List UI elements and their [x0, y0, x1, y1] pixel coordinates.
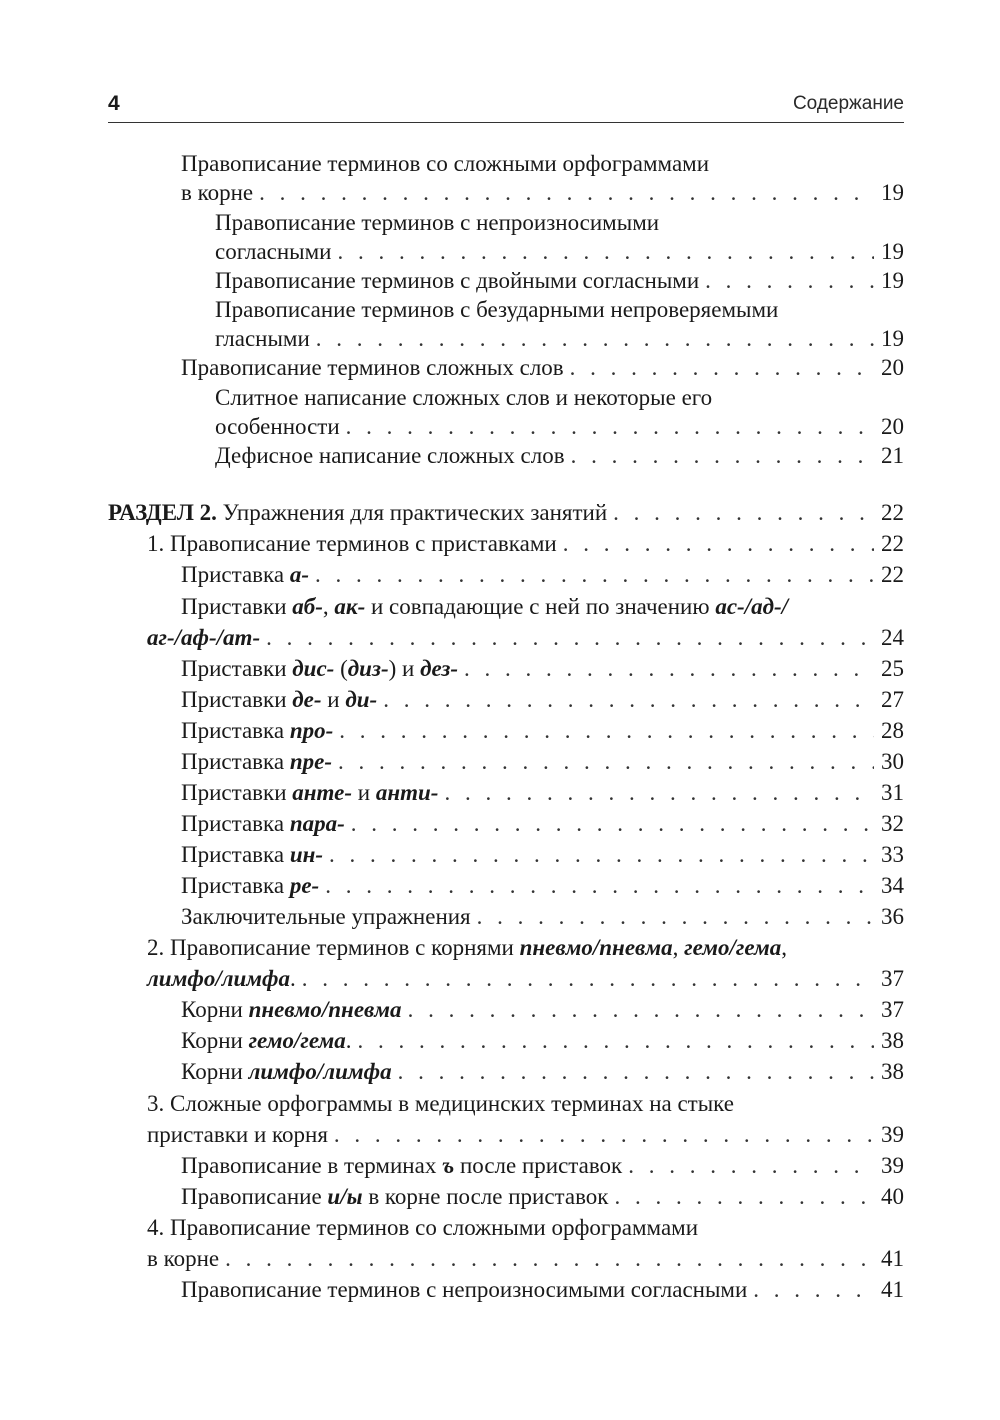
- leader-dots: [614, 1181, 874, 1212]
- term: и/ы: [327, 1184, 363, 1209]
- term: гемо/гема: [684, 935, 782, 960]
- term: пневмо/пневма: [248, 997, 402, 1022]
- toc-entry[interactable]: Заключительные упражнения . . . 36: [181, 901, 904, 932]
- toc-page-number: 37: [881, 997, 904, 1022]
- term: анти-: [375, 780, 439, 805]
- toc-page-number: 32: [881, 811, 904, 836]
- term: аб-: [292, 594, 323, 619]
- leader-dots: [571, 440, 874, 471]
- leader-dots: [444, 777, 874, 808]
- leader-dots: [338, 236, 875, 267]
- leader-dots: [628, 1150, 874, 1181]
- toc-page-number: 19: [881, 268, 904, 293]
- toc-entry[interactable]: Правописание терминов с безударными непроверяемыми: [215, 297, 779, 322]
- toc-page-number: 39: [881, 1122, 904, 1147]
- toc-entry[interactable]: 3. Сложные орфограммы в медицинских терминах на стыке: [147, 1091, 734, 1116]
- toc-page-number: 38: [881, 1059, 904, 1084]
- term: диз-: [347, 656, 389, 681]
- toc-entry[interactable]: Приставки де- и ди- . . . 27: [181, 684, 904, 715]
- toc-page-number: 22: [881, 531, 904, 556]
- toc-entry[interactable]: в корне . . . 19: [181, 177, 904, 208]
- toc-entry[interactable]: Правописание терминов с двойными согласными . . . 19: [215, 265, 904, 296]
- toc-page-number: 20: [881, 355, 904, 380]
- toc-entry[interactable]: Приставка ре- . . . 34: [181, 870, 904, 901]
- toc-entry[interactable]: Правописание терминов сложных слов . . . 20: [181, 352, 904, 383]
- toc-page-number: 36: [881, 904, 904, 929]
- toc-page-number: 28: [881, 718, 904, 743]
- term: пара-: [289, 811, 345, 836]
- leader-dots: [334, 1119, 874, 1150]
- leader-dots: [225, 1243, 874, 1274]
- toc-entry[interactable]: Корни пневмо/пневма . . . 37: [181, 994, 904, 1025]
- toc-page-number: 22: [881, 562, 904, 587]
- term: пре-: [289, 749, 332, 774]
- toc-entry[interactable]: приставки и корня . . . 39: [147, 1119, 904, 1150]
- leader-dots: [351, 808, 874, 839]
- leader-dots: [325, 870, 874, 901]
- toc-entry[interactable]: в корне . . . 41: [147, 1243, 904, 1274]
- term: ре-: [289, 873, 320, 898]
- term: дис-: [292, 656, 335, 681]
- leader-dots: [477, 901, 874, 932]
- leader-dots: [339, 715, 874, 746]
- term: ас-/ад-/: [715, 594, 789, 619]
- page-number: 4: [108, 92, 120, 115]
- toc-entry[interactable]: [147, 622, 904, 653]
- leader-dots: [315, 559, 874, 590]
- toc-entry[interactable]: Приставка пара- . . . 32: [181, 808, 904, 839]
- term: лимфо/лимфа: [248, 1059, 392, 1084]
- term: гемо/гема: [248, 1028, 346, 1053]
- toc-entry[interactable]: Дефисное написание сложных слов . . . 21: [215, 440, 904, 471]
- leader-dots: [408, 994, 874, 1025]
- toc-entry[interactable]: согласными . . . 19: [215, 236, 904, 267]
- term: ин-: [289, 842, 324, 867]
- toc-page-number: 24: [881, 625, 904, 650]
- toc-entry[interactable]: Приставки анте- и анти- . . . 31: [181, 777, 904, 808]
- toc-page-number: 21: [881, 443, 904, 468]
- toc-entry[interactable]: Корни лимфо/лимфа . . . 38: [181, 1056, 904, 1087]
- toc-entry[interactable]: Правописание в терминах ъ после приставок . . . 39: [181, 1150, 904, 1181]
- leader-dots: [338, 746, 874, 777]
- toc-entry[interactable]: гласными . . . 19: [215, 323, 904, 354]
- term: анте-: [292, 780, 352, 805]
- leader-dots: [464, 653, 874, 684]
- toc-page-number: 19: [881, 239, 904, 264]
- toc-page-number: 27: [881, 687, 904, 712]
- toc-entry[interactable]: 4. Правописание терминов со сложными орфограммами: [147, 1215, 699, 1240]
- toc-page-number: 41: [881, 1277, 904, 1302]
- section-label: РАЗДЕЛ 2.: [108, 500, 217, 525]
- toc-page-number: 41: [881, 1246, 904, 1271]
- leader-dots: [316, 323, 874, 354]
- toc-entry[interactable]: 1. Правописание терминов с приставками . . . 22: [147, 528, 904, 559]
- leader-dots: [357, 1025, 874, 1056]
- toc-entry[interactable]: Правописание терминов с непроизносимыми согласными . . . 41: [181, 1274, 904, 1305]
- toc-page-number: 40: [881, 1184, 904, 1209]
- toc-page-number: 19: [881, 326, 904, 351]
- toc-entry[interactable]: Правописание и/ы в корне после приставок . . . 40: [181, 1181, 904, 1212]
- toc-page-number: 37: [881, 966, 904, 991]
- toc-page-number: 31: [881, 780, 904, 805]
- term: ди-: [345, 687, 378, 712]
- toc-entry[interactable]: лимфо/лимфа. . . . 37: [147, 963, 904, 994]
- leader-dots: [705, 265, 874, 296]
- leader-dots: [613, 497, 874, 528]
- leader-dots: [383, 684, 874, 715]
- toc-entry[interactable]: Корни гемо/гема. . . . 38: [181, 1025, 904, 1056]
- toc-page-number: 39: [881, 1153, 904, 1178]
- toc-page-number: 25: [881, 656, 904, 681]
- term: ъ: [442, 1153, 455, 1178]
- leader-dots: [753, 1274, 874, 1305]
- leader-dots: [266, 622, 874, 653]
- toc-page-number: 34: [881, 873, 904, 898]
- term: дез-: [420, 656, 459, 681]
- toc-entry[interactable]: Приставка ин- . . . 33: [181, 839, 904, 870]
- toc-entry[interactable]: 2. Правописание терминов с корнями пневмо/пневма, гемо/гема,: [147, 935, 787, 960]
- toc-entry[interactable]: Правописание терминов с непроизносимыми: [215, 210, 660, 235]
- term: ак-: [334, 594, 366, 619]
- leader-dots: [563, 528, 874, 559]
- term: а-: [289, 562, 309, 587]
- toc-section-heading[interactable]: РАЗДЕЛ 2. Упражнения для практических занятий . . . 22: [108, 497, 904, 528]
- running-title: Содержание: [792, 93, 904, 114]
- toc-entry[interactable]: Правописание терминов со сложными орфограммами: [181, 151, 710, 176]
- page-header: [108, 92, 904, 123]
- toc-entry[interactable]: особенности . . . 20: [215, 411, 904, 442]
- toc-entry[interactable]: Приставка пре- . . . 30: [181, 746, 904, 777]
- leader-dots: [259, 177, 874, 208]
- leader-dots: [570, 352, 874, 383]
- toc-page-number: 20: [881, 414, 904, 439]
- leader-dots: [329, 839, 874, 870]
- term: аг-/аф-/ат-: [147, 625, 261, 650]
- term: про-: [289, 718, 334, 743]
- leader-dots: [302, 963, 874, 994]
- term: пневмо/пневма: [519, 935, 673, 960]
- toc-page-number: 19: [881, 180, 904, 205]
- toc-page-number: 22: [881, 500, 904, 525]
- toc-page-number: 33: [881, 842, 904, 867]
- term: лимфо/лимфа: [147, 966, 291, 991]
- toc-entry[interactable]: Приставка а- . . . 22: [181, 559, 904, 590]
- term: де-: [292, 687, 322, 712]
- toc-entry[interactable]: Приставки дис- (диз-) и дез- . . . 25: [181, 653, 904, 684]
- toc-entry[interactable]: Приставки аб-, ак- и совпадающие с ней по значению ас-/ад-/: [181, 594, 789, 619]
- leader-dots: [398, 1056, 874, 1087]
- leader-dots: [346, 411, 874, 442]
- toc-page-number: 38: [881, 1028, 904, 1053]
- toc-entry[interactable]: Приставка про- . . . 28: [181, 715, 904, 746]
- toc-page-number: 30: [881, 749, 904, 774]
- toc-entry[interactable]: Слитное написание сложных слов и некоторые его: [215, 385, 713, 410]
